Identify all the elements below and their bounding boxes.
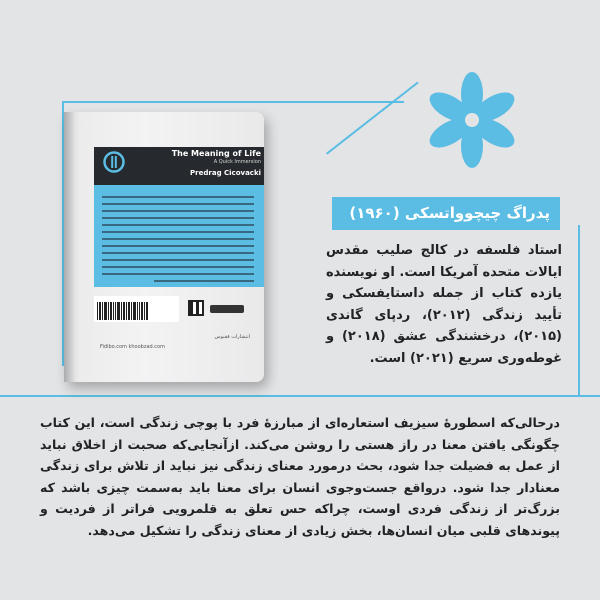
power-circle-icon xyxy=(102,150,126,174)
book-spine xyxy=(64,112,74,382)
frame-line-bottom xyxy=(0,395,600,397)
book-footer-text: انتشارات ققنوس xyxy=(214,334,250,340)
book-author: Predrag Cicovacki xyxy=(190,169,261,177)
book-blurb-panel xyxy=(94,185,264,287)
book-subtitle: A Quick Immersion xyxy=(213,159,261,165)
frame-diagonal-line xyxy=(326,82,419,155)
publisher-logo xyxy=(210,305,244,313)
book-title: The Meaning of Life xyxy=(171,149,261,158)
frame-line-right xyxy=(578,225,580,397)
book-cover xyxy=(64,112,264,382)
asterisk-icon xyxy=(422,70,522,170)
book-footer-sites: Fidibo.com khoobzad.com xyxy=(100,344,165,350)
qr-code xyxy=(188,300,204,316)
author-bio: استاد فلسفه در کالج صلیب مقدس ایالات متحده آمریکا است. او نویسنده یازده کتاب از جمله داستایفسکی و تأیید زندگی (۲۰۱۲)، ردپای گاندی (۲۰۱۵)، درخشندگی عشق (۲۰۱۸) و غوطه‌وری سریع (۲۰۲۱) است. xyxy=(326,243,562,366)
barcode xyxy=(94,296,179,322)
book-description: درحالی‌که اسطورهٔ سیزیف استعاره‌ای از مبارزهٔ فرد با پوچی زندگی است، این کتاب چگونگی یافتن معنا در راز هستی را روشن می‌کند. ازآنجایی‌که صحبت از اخلاق نباید از عمل به فضیلت جدا شود، بحث درمورد معنای زندگی نیز نباید از تلاش برای زندگی معنادار جدا شود. درواقع جست‌وجوی انسان برای معنا باید به‌سمت چیزی باشد که بزرگ‌تر از زندگی فردی اوست، چراکه حس تعلق به قلمرویی فراتر از فردیت و پیوندهای قلبی میان انسان‌ها، بخش زیادی از معنای زندگی را تشکیل می‌دهد. xyxy=(40,415,560,538)
author-name-banner: پدراگ چیچوواتسکی (۱۹۶۰) xyxy=(332,197,560,230)
frame-line-top xyxy=(62,101,404,103)
